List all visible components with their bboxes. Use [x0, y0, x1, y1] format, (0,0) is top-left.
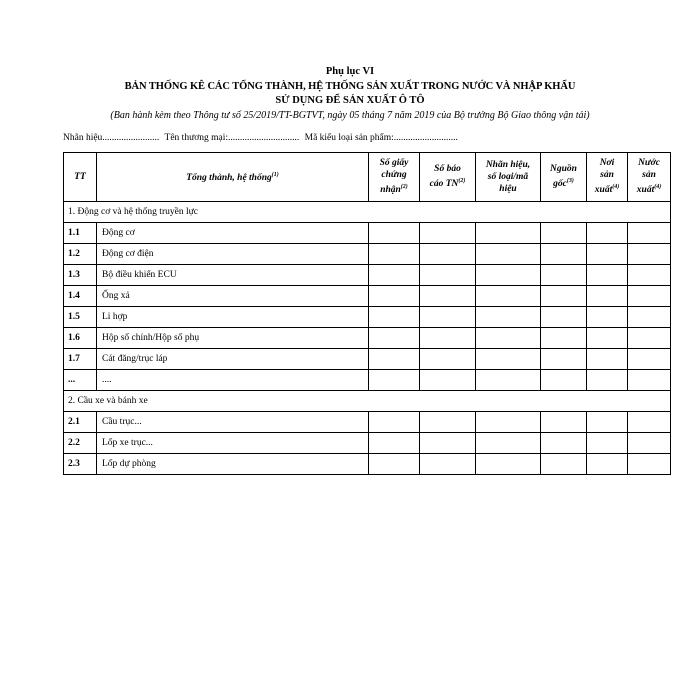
component-name: Cầu trục... — [97, 412, 369, 433]
empty-cell — [369, 328, 420, 349]
empty-cell — [476, 412, 541, 433]
table-row — [64, 328, 671, 349]
empty-cell — [587, 433, 628, 454]
empty-cell — [541, 370, 587, 391]
empty-cell — [420, 223, 476, 244]
row-number: 1.2 — [64, 244, 97, 265]
col-header-origin: Nguồn gốc$^{(3)}$ — [541, 153, 587, 202]
document-title-line1: BẢN THỐNG KÊ CÁC TỔNG THÀNH, HỆ THỐNG SẢN XUẤT TRONG NƯỚC VÀ NHẬP KHẨU — [124, 81, 576, 92]
empty-cell — [476, 307, 541, 328]
empty-cell — [420, 349, 476, 370]
empty-cell — [476, 433, 541, 454]
empty-cell — [541, 412, 587, 433]
empty-cell — [628, 307, 671, 328]
empty-cell — [541, 265, 587, 286]
empty-cell — [369, 349, 420, 370]
empty-cell — [628, 265, 671, 286]
row-number: ... — [64, 370, 97, 391]
empty-cell — [369, 454, 420, 475]
empty-cell — [628, 244, 671, 265]
table-row — [64, 244, 671, 265]
component-name: Động cơ — [97, 223, 369, 244]
empty-cell — [587, 286, 628, 307]
empty-cell — [476, 454, 541, 475]
empty-cell — [420, 328, 476, 349]
component-name: Li hợp — [97, 307, 369, 328]
col-header-place: Nơi sản xuất$^{(4)}$ — [587, 153, 628, 202]
empty-cell — [541, 307, 587, 328]
empty-cell — [587, 307, 628, 328]
component-name: Ống xả — [97, 286, 369, 307]
row-number: 1.1 — [64, 223, 97, 244]
empty-cell — [628, 286, 671, 307]
row-number: 1.4 — [64, 286, 97, 307]
empty-cell — [420, 412, 476, 433]
empty-cell — [476, 286, 541, 307]
empty-cell — [476, 223, 541, 244]
section-title: 2. Cầu xe và bánh xe — [64, 391, 671, 412]
empty-cell — [420, 454, 476, 475]
empty-cell — [541, 286, 587, 307]
empty-cell — [628, 454, 671, 475]
empty-cell — [369, 307, 420, 328]
product-meta-line — [63, 133, 673, 143]
empty-cell — [587, 244, 628, 265]
col-header-country: Nước sản xuất$^{(4)}$ — [628, 153, 671, 202]
components-table — [63, 152, 671, 475]
component-name: .... — [97, 370, 369, 391]
empty-cell — [628, 328, 671, 349]
component-name: Bộ điều khiển ECU — [97, 265, 369, 286]
empty-cell — [476, 265, 541, 286]
table-row — [64, 286, 671, 307]
empty-cell — [587, 328, 628, 349]
empty-cell — [476, 370, 541, 391]
empty-cell — [541, 433, 587, 454]
component-name: Động cơ điện — [97, 244, 369, 265]
trade-name-field: Tên thương mại:.............................. — [164, 133, 300, 143]
empty-cell — [587, 223, 628, 244]
component-name: Lốp dự phòng — [97, 454, 369, 475]
empty-cell — [541, 349, 587, 370]
empty-cell — [369, 223, 420, 244]
col-header-component: Tổng thành, hệ thống$^{(1)}$ — [97, 153, 369, 202]
empty-cell — [420, 370, 476, 391]
component-name: Hộp số chính/Hộp số phụ — [97, 328, 369, 349]
empty-cell — [587, 265, 628, 286]
empty-cell — [541, 223, 587, 244]
document-title-line2: SỬ DỤNG ĐỂ SẢN XUẤT Ô TÔ — [275, 95, 425, 106]
empty-cell — [420, 286, 476, 307]
empty-cell — [420, 265, 476, 286]
table-row — [64, 454, 671, 475]
brand-field: Nhãn hiệu........................ — [63, 133, 160, 143]
row-number: 1.5 — [64, 307, 97, 328]
row-number: 1.3 — [64, 265, 97, 286]
empty-cell — [369, 370, 420, 391]
appendix-label: Phụ lục VI — [325, 66, 375, 77]
empty-cell — [628, 370, 671, 391]
empty-cell — [369, 286, 420, 307]
empty-cell — [476, 328, 541, 349]
row-number: 1.7 — [64, 349, 97, 370]
empty-cell — [541, 328, 587, 349]
table-row — [64, 412, 671, 433]
row-number: 2.3 — [64, 454, 97, 475]
row-number: 2.2 — [64, 433, 97, 454]
empty-cell — [587, 370, 628, 391]
component-name: Cát đăng/trục láp — [97, 349, 369, 370]
empty-cell — [628, 349, 671, 370]
row-number: 1.6 — [64, 328, 97, 349]
empty-cell — [369, 412, 420, 433]
table-row — [64, 307, 671, 328]
table-row — [64, 370, 671, 391]
empty-cell — [541, 244, 587, 265]
table-row — [64, 223, 671, 244]
table-row — [64, 265, 671, 286]
empty-cell — [628, 223, 671, 244]
empty-cell — [420, 433, 476, 454]
issued-by-note: (Ban hành kèm theo Thông tư số 25/2019/TT-BGTVT, ngày 05 tháng 7 năm 2019 của Bộ trưởng Bộ Giao thông vận tải) — [110, 110, 590, 121]
table-row — [64, 433, 671, 454]
col-header-brand-model: Nhãn hiệu, số loại/mã hiệu — [476, 153, 541, 202]
empty-cell — [420, 244, 476, 265]
empty-cell — [476, 244, 541, 265]
section-title: 1. Động cơ và hệ thống truyền lực — [64, 202, 671, 223]
table-header-row — [64, 153, 671, 202]
empty-cell — [420, 307, 476, 328]
col-header-test-report: Số báo cáo TN$^{(2)}$ — [420, 153, 476, 202]
model-code-field: Mã kiểu loại sản phẩm:........................... — [304, 133, 458, 143]
empty-cell — [369, 433, 420, 454]
section-row — [64, 391, 671, 412]
col-header-certificate: Số giấy chứng nhận$^{(2)}$ — [369, 153, 420, 202]
empty-cell — [628, 433, 671, 454]
empty-cell — [369, 265, 420, 286]
empty-cell — [628, 412, 671, 433]
row-number: 2.1 — [64, 412, 97, 433]
component-name: Lốp xe trục... — [97, 433, 369, 454]
table-row — [64, 349, 671, 370]
col-header-tt: TT — [64, 153, 97, 202]
empty-cell — [587, 454, 628, 475]
empty-cell — [476, 349, 541, 370]
empty-cell — [369, 244, 420, 265]
section-row — [64, 202, 671, 223]
empty-cell — [541, 454, 587, 475]
empty-cell — [587, 412, 628, 433]
empty-cell — [587, 349, 628, 370]
